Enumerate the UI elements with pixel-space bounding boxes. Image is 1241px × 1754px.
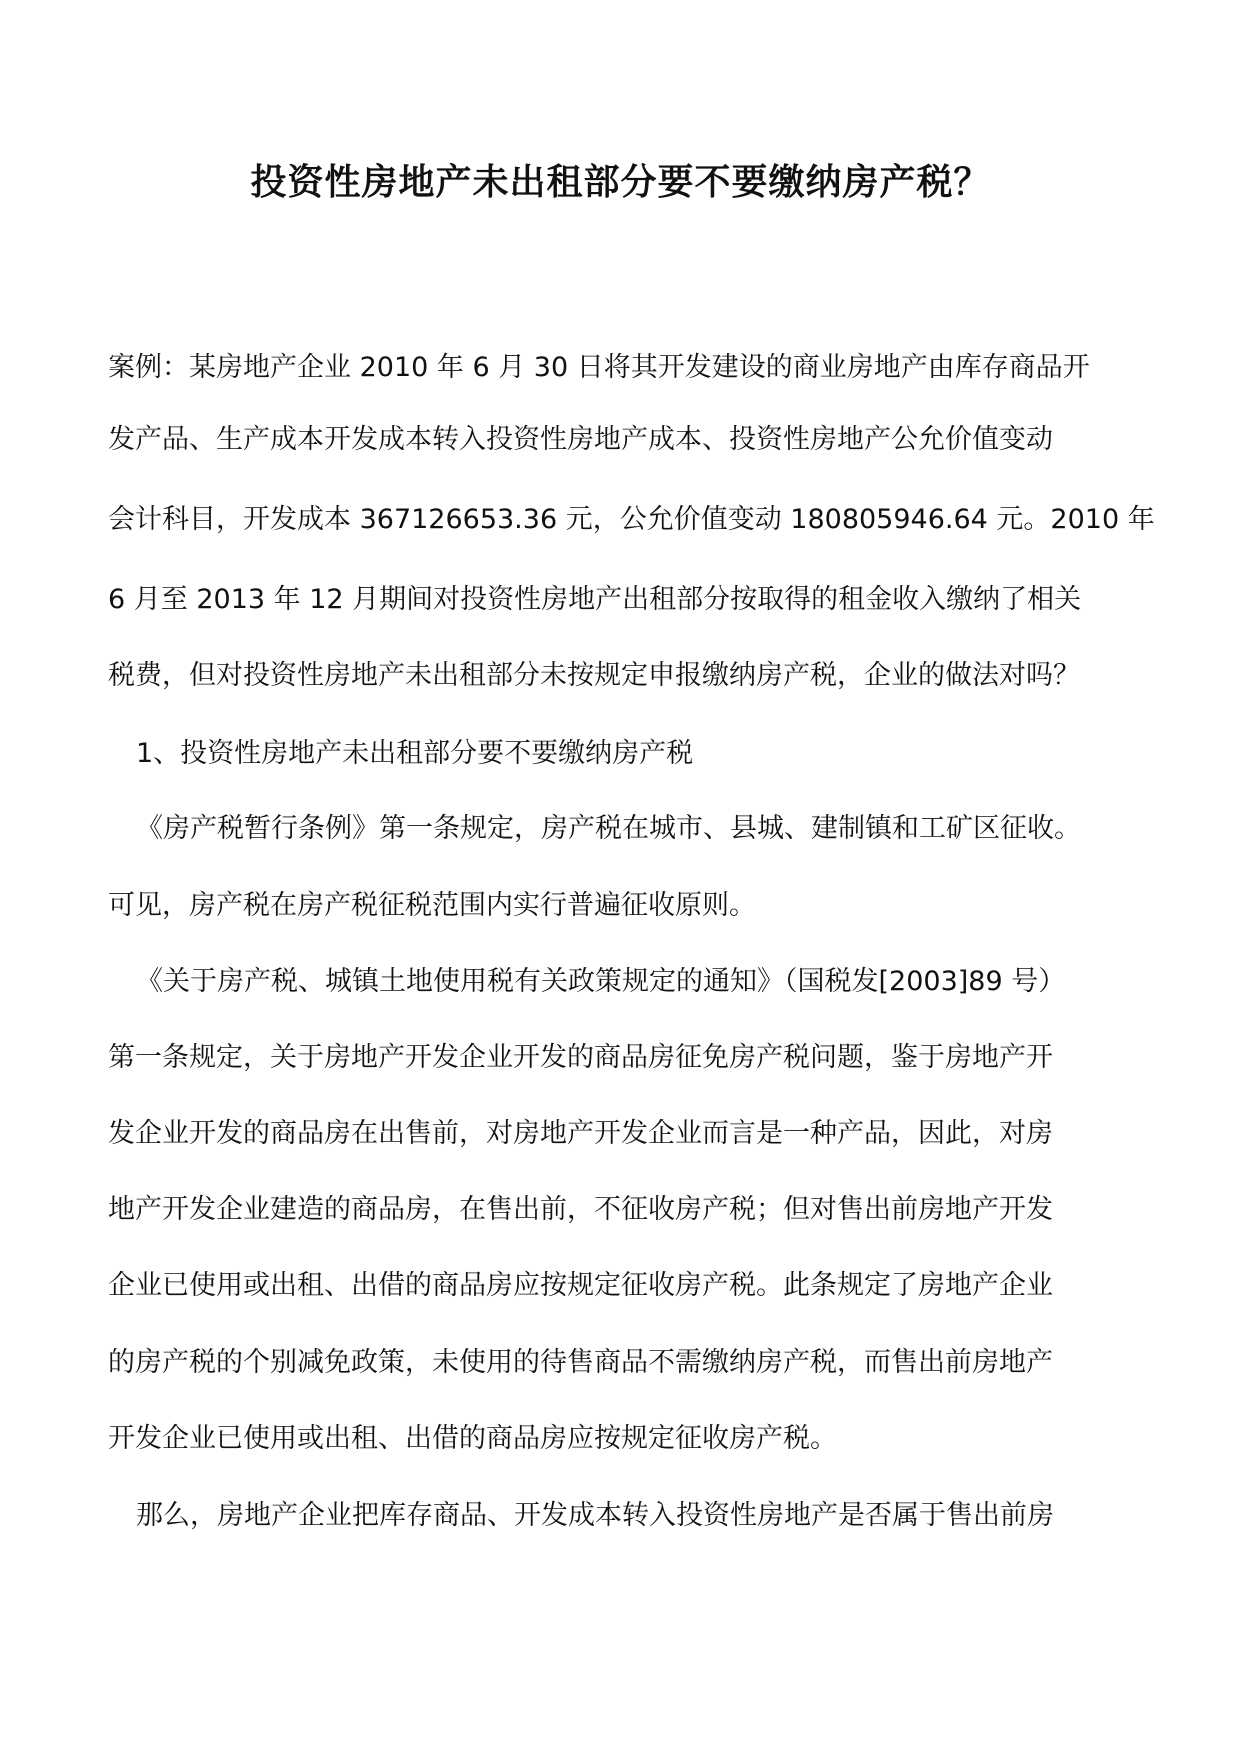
paragraph-line: 的房产税的个别减免政策，未使用的待售商品不需缴纳房产税，而售出前房地产 <box>108 1347 1053 1378</box>
paragraph-line: 案例：某房地产企业 2010 年 6 月 30 日将其开发建设的商业房地产由库存商品开 <box>108 352 1090 383</box>
paragraph-line: 发企业开发的商品房在出售前，对房地产开发企业而言是一种产品，因此，对房 <box>108 1118 1053 1149</box>
paragraph-line: 开发企业已使用或出租、出借的商品房应按规定征收房产税。 <box>108 1423 837 1454</box>
section-heading: 1、投资性房地产未出租部分要不要缴纳房产税 <box>136 738 694 769</box>
paragraph-line: 发产品、生产成本开发成本转入投资性房地产成本、投资性房地产公允价值变动 <box>108 424 1053 455</box>
paragraph-line: 地产开发企业建造的商品房，在售出前，不征收房产税；但对售出前房地产开发 <box>108 1194 1053 1225</box>
document-title: 投资性房地产未出租部分要不要缴纳房产税？ <box>250 161 991 203</box>
paragraph-line: 第一条规定，关于房地产开发企业开发的商品房征免房产税问题，鉴于房地产开 <box>108 1042 1053 1073</box>
paragraph-line: 可见，房产税在房产税征税范围内实行普遍征收原则。 <box>108 890 756 921</box>
paragraph-line: 《房产税暂行条例》第一条规定，房产税在城市、县城、建制镇和工矿区征收。 <box>136 813 1081 844</box>
paragraph-line: 企业已使用或出租、出借的商品房应按规定征收房产税。此条规定了房地产企业 <box>108 1270 1053 1301</box>
paragraph-line: 那么，房地产企业把库存商品、开发成本转入投资性房地产是否属于售出前房 <box>136 1500 1054 1531</box>
paragraph-line: 会计科目，开发成本 367126653.36 元，公允价值变动 180805946.64 元。2010 年 <box>108 504 1155 535</box>
paragraph-line: 6 月至 2013 年 12 月期间对投资性房地产出租部分按取得的租金收入缴纳了相关 <box>108 584 1082 615</box>
paragraph-line: 《关于房产税、城镇土地使用税有关政策规定的通知》（国税发[2003]89 号） <box>136 966 1066 997</box>
paragraph-line: 税费，但对投资性房地产未出租部分未按规定申报缴纳房产税，企业的做法对吗？ <box>108 660 1080 691</box>
